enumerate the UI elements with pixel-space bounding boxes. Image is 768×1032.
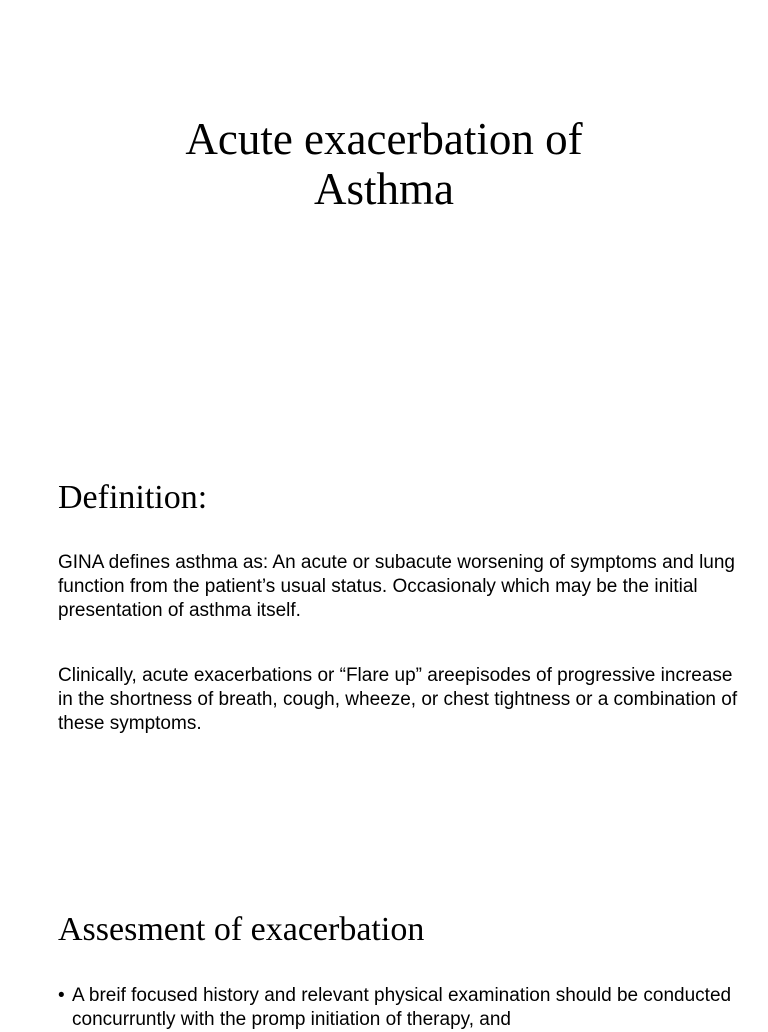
definition-paragraph-1: GINA defines asthma as: An acute or subacute worsening of symptoms and lung function from the patient’s usual status. Occasionaly which may be the initial presentation of asthma itself. bbox=[58, 552, 735, 621]
definition-paragraph-2: Clinically, acute exacerbations or “Flare up” areepisodes of progressive increase in the shortness of breath, cough, wheeze, or chest tightness or a combination of these symptoms. bbox=[58, 665, 738, 734]
bullet-dot: • bbox=[58, 985, 65, 1006]
bullet-text: A breif focused history and relevant physical examination should be conducted concurruntly with the promp initiation of therapy, and bbox=[72, 985, 732, 1030]
title-line-1: Acute exacerbation of bbox=[185, 114, 583, 164]
title-line-2: Asthma bbox=[314, 164, 454, 214]
slide-title bbox=[0, 114, 768, 214]
assessment-heading: Assesment of exacerbation bbox=[58, 911, 425, 948]
list-item bbox=[58, 984, 738, 1032]
definition-heading: Definition: bbox=[58, 479, 208, 516]
assessment-bullet-list bbox=[58, 984, 738, 1032]
